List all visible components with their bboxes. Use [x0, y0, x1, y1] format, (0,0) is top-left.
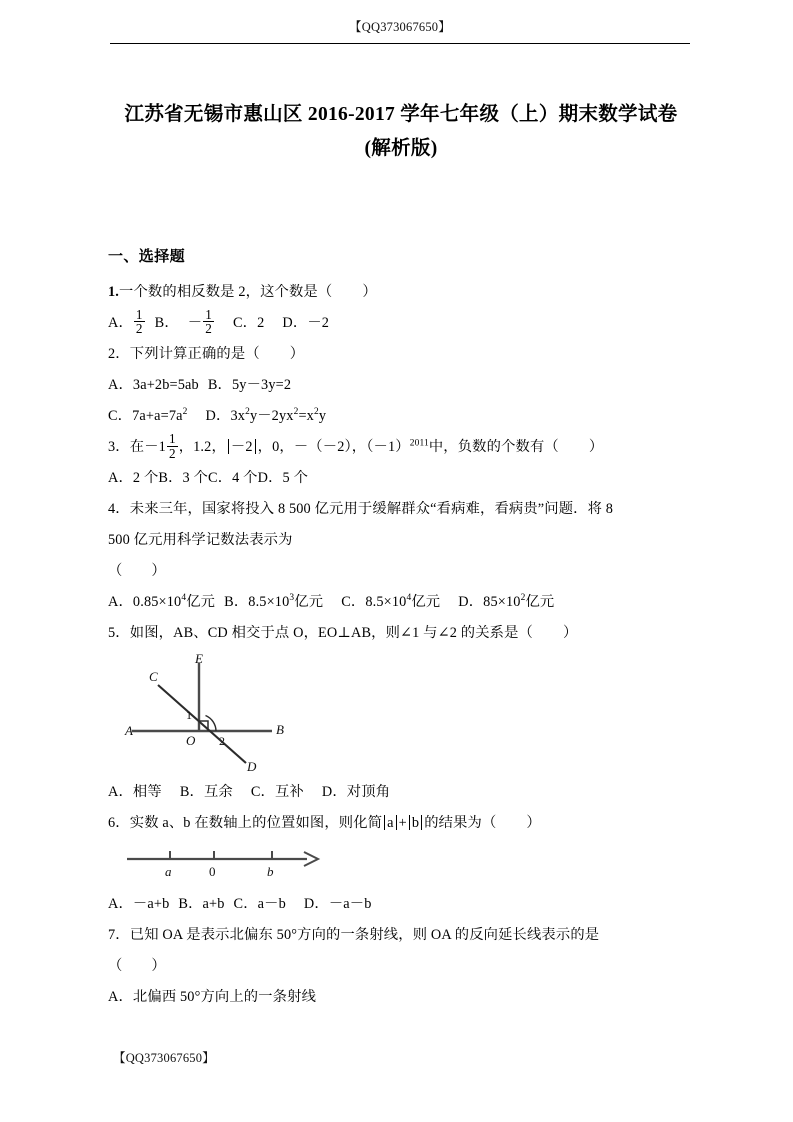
- question-3-exponent: 2011: [409, 438, 429, 449]
- option-1-b-denominator: 2: [205, 321, 212, 337]
- tick-label-zero: 0: [209, 864, 216, 880]
- option-2-d-exponent-2: 2: [293, 407, 299, 418]
- question-5-text: 如图，AB、CD 相交于点 O，EO⊥AB，则∠1 与∠2 的关系是（: [129, 625, 534, 642]
- abs-bar-a-right: [396, 815, 397, 830]
- question-2-number: 2．: [108, 346, 130, 363]
- option-1-b-label: B．: [154, 315, 179, 332]
- option-2-d-part-4: y: [318, 408, 327, 425]
- option-2-d-exponent-1: 2: [245, 407, 250, 418]
- option-1-d: D．－2: [282, 315, 330, 332]
- option-4-b-exponent: 3: [289, 593, 295, 604]
- option-4-c-base: C．8.5×10: [341, 594, 407, 611]
- option-3-a: A．2 个: [108, 470, 159, 487]
- option-4-b-unit: 亿元: [294, 594, 324, 611]
- question-2-options-row-2: [108, 401, 686, 432]
- page-header: [110, 18, 690, 36]
- question-3-stem: [108, 432, 686, 463]
- label-E: E: [195, 653, 203, 667]
- option-2-d-part-1: D．3x: [205, 408, 246, 425]
- question-6-figure: [122, 845, 337, 887]
- question-7-stem-line-1: [108, 920, 686, 951]
- question-6-abs-b: b: [411, 815, 420, 832]
- question-7-answer-paren: （ ）: [108, 958, 166, 975]
- option-4-a-exponent: 4: [181, 593, 187, 604]
- question-3-options: [108, 463, 686, 494]
- question-3-fraction: [167, 432, 178, 460]
- question-4-stem-line-2: 500 亿元用科学记数法表示为: [108, 532, 293, 549]
- option-4-c-exponent: 4: [406, 593, 412, 604]
- footer-watermark: 【QQ373067650】: [113, 1051, 215, 1065]
- title-line-1: 江苏省无锡市惠山区 2016-2017 学年七年级（上）期末数学试卷: [124, 104, 678, 125]
- question-1-stem: [108, 277, 686, 308]
- label-A: A: [125, 723, 133, 739]
- question-6-stem: [108, 808, 686, 839]
- option-3-b: B．3 个: [158, 470, 209, 487]
- title-line-2: (解析版): [364, 138, 438, 159]
- label-O: O: [186, 733, 196, 749]
- label-angle-2: 2: [219, 734, 225, 749]
- option-2-c-base: C．7a+a=7a: [108, 408, 183, 425]
- option-2-d-exponent-3: 2: [313, 407, 319, 418]
- question-1-text: 一个数的相反数是 2，这个数是（: [119, 284, 333, 300]
- question-6-close-paren: ）: [526, 815, 541, 832]
- option-2-c-exponent: 2: [182, 407, 188, 418]
- question-5-number: 5．: [108, 625, 130, 642]
- question-3-text-c: ，0，－（－2），（－1）: [257, 439, 410, 456]
- question-3-text-b: ，1.2，: [178, 439, 226, 456]
- question-2-close-paren: ）: [289, 346, 305, 363]
- question-5-close-paren: ）: [563, 625, 578, 642]
- line-CD: [158, 685, 246, 763]
- question-3-numerator: 1: [168, 431, 176, 447]
- option-4-c-unit: 亿元: [411, 594, 441, 611]
- header-watermark: 【QQ373067650】: [349, 20, 451, 34]
- question-2-stem: [108, 339, 686, 370]
- question-5-figure: [120, 653, 300, 775]
- absolute-value-bar-left: [228, 439, 229, 454]
- option-1-c: C．2: [232, 315, 265, 332]
- question-1-close-paren: ）: [362, 284, 377, 300]
- option-5-d: D．对顶角: [321, 784, 391, 801]
- option-4-a-unit: 亿元: [186, 594, 216, 611]
- option-5-c: C．互补: [250, 784, 304, 801]
- label-D: D: [247, 759, 257, 775]
- option-1-b-fraction: [203, 308, 214, 336]
- abs-bar-a-left: [384, 815, 385, 830]
- header-divider-rule: [110, 43, 690, 44]
- abs-bar-b-left: [409, 815, 410, 830]
- option-4-a-base: A．0.85×10: [108, 594, 182, 611]
- question-3-abs-inner: －2: [230, 439, 253, 456]
- question-6-text-a: 实数 a、b 在数轴上的位置如图，则化简: [129, 815, 383, 832]
- question-7-options: [108, 982, 686, 1013]
- option-6-b: B．a+b: [178, 896, 225, 913]
- question-6-abs-a: a: [387, 815, 394, 832]
- label-B: B: [276, 722, 284, 738]
- question-6-options: [108, 889, 686, 920]
- option-6-c: C．a－b: [233, 896, 286, 913]
- option-1-a-label: A．: [108, 315, 133, 332]
- question-4-text-line-1: 未来三年，国家将投入 8 500 亿元用于缓解群众“看病难，看病贵”问题．将 8: [129, 501, 614, 518]
- question-3-text-a: 在－1: [129, 439, 166, 456]
- document-title: [96, 98, 706, 166]
- question-6-text-b: 的结果为（: [424, 815, 497, 832]
- question-4-stem-line-1: [108, 494, 686, 525]
- question-3-text-d: 中，负数的个数有（: [428, 439, 559, 456]
- question-4-number: 4．: [108, 501, 130, 518]
- option-7-a: A．北偏西 50°方向上的一条射线: [108, 989, 317, 1006]
- option-2-b: B．5y－3y=2: [207, 377, 292, 394]
- label-C: C: [149, 669, 158, 685]
- option-6-a: A．－a+b: [108, 896, 170, 913]
- option-3-c: C．4 个: [208, 470, 258, 487]
- question-4-answer-paren: （ ）: [108, 563, 166, 580]
- question-1-number: 1.: [108, 284, 120, 300]
- abs-bar-b-right: [421, 815, 422, 830]
- option-4-d-unit: 亿元: [525, 594, 555, 611]
- tick-label-a: a: [165, 864, 172, 880]
- tick-label-b: b: [267, 864, 274, 880]
- page-footer: [113, 1048, 215, 1066]
- option-1-a-denominator: 2: [135, 321, 143, 337]
- absolute-value-bar-right: [255, 439, 256, 454]
- option-2-d-part-3: =x: [298, 408, 314, 425]
- question-6-number: 6．: [108, 815, 130, 832]
- option-4-d-exponent: 2: [520, 593, 526, 604]
- option-2-a: A．3a+2b=5ab: [108, 377, 199, 394]
- section-heading-multiple-choice: 一、选择题: [108, 249, 186, 265]
- question-2-options-row-1: [108, 370, 686, 401]
- question-5-stem: [108, 618, 686, 649]
- exam-content: [108, 246, 686, 1013]
- question-7-text-line-1: 已知 OA 是表示北偏东 50°方向的一条射线，则 OA 的反向延长线表示的是: [129, 927, 600, 944]
- option-1-a-fraction: [134, 308, 145, 336]
- question-3-denominator: 2: [168, 445, 176, 461]
- option-2-d-part-2: y－2yx: [249, 408, 294, 425]
- option-3-d: D．5 个: [257, 470, 309, 487]
- question-4-options: [108, 587, 686, 618]
- question-3-number: 3．: [108, 439, 130, 456]
- question-5-options: [108, 777, 686, 808]
- option-6-d: D．－a－b: [303, 896, 372, 913]
- question-2-text: 下列计算正确的是（: [129, 346, 260, 363]
- question-7-number: 7．: [108, 927, 130, 944]
- option-5-a: A．相等: [108, 784, 162, 801]
- question-6-plus: +: [398, 815, 407, 832]
- question-1-options: [108, 308, 686, 339]
- option-4-b-base: B．8.5×10: [224, 594, 290, 611]
- label-angle-1: 1: [186, 708, 192, 723]
- option-1-b-numerator: 1: [205, 307, 212, 322]
- question-3-close-paren: ）: [588, 439, 604, 456]
- option-1-a-numerator: 1: [135, 307, 143, 322]
- option-4-d-base: D．85×10: [458, 594, 521, 611]
- option-5-b: B．互余: [179, 784, 233, 801]
- option-1-b-sign: －: [187, 315, 203, 332]
